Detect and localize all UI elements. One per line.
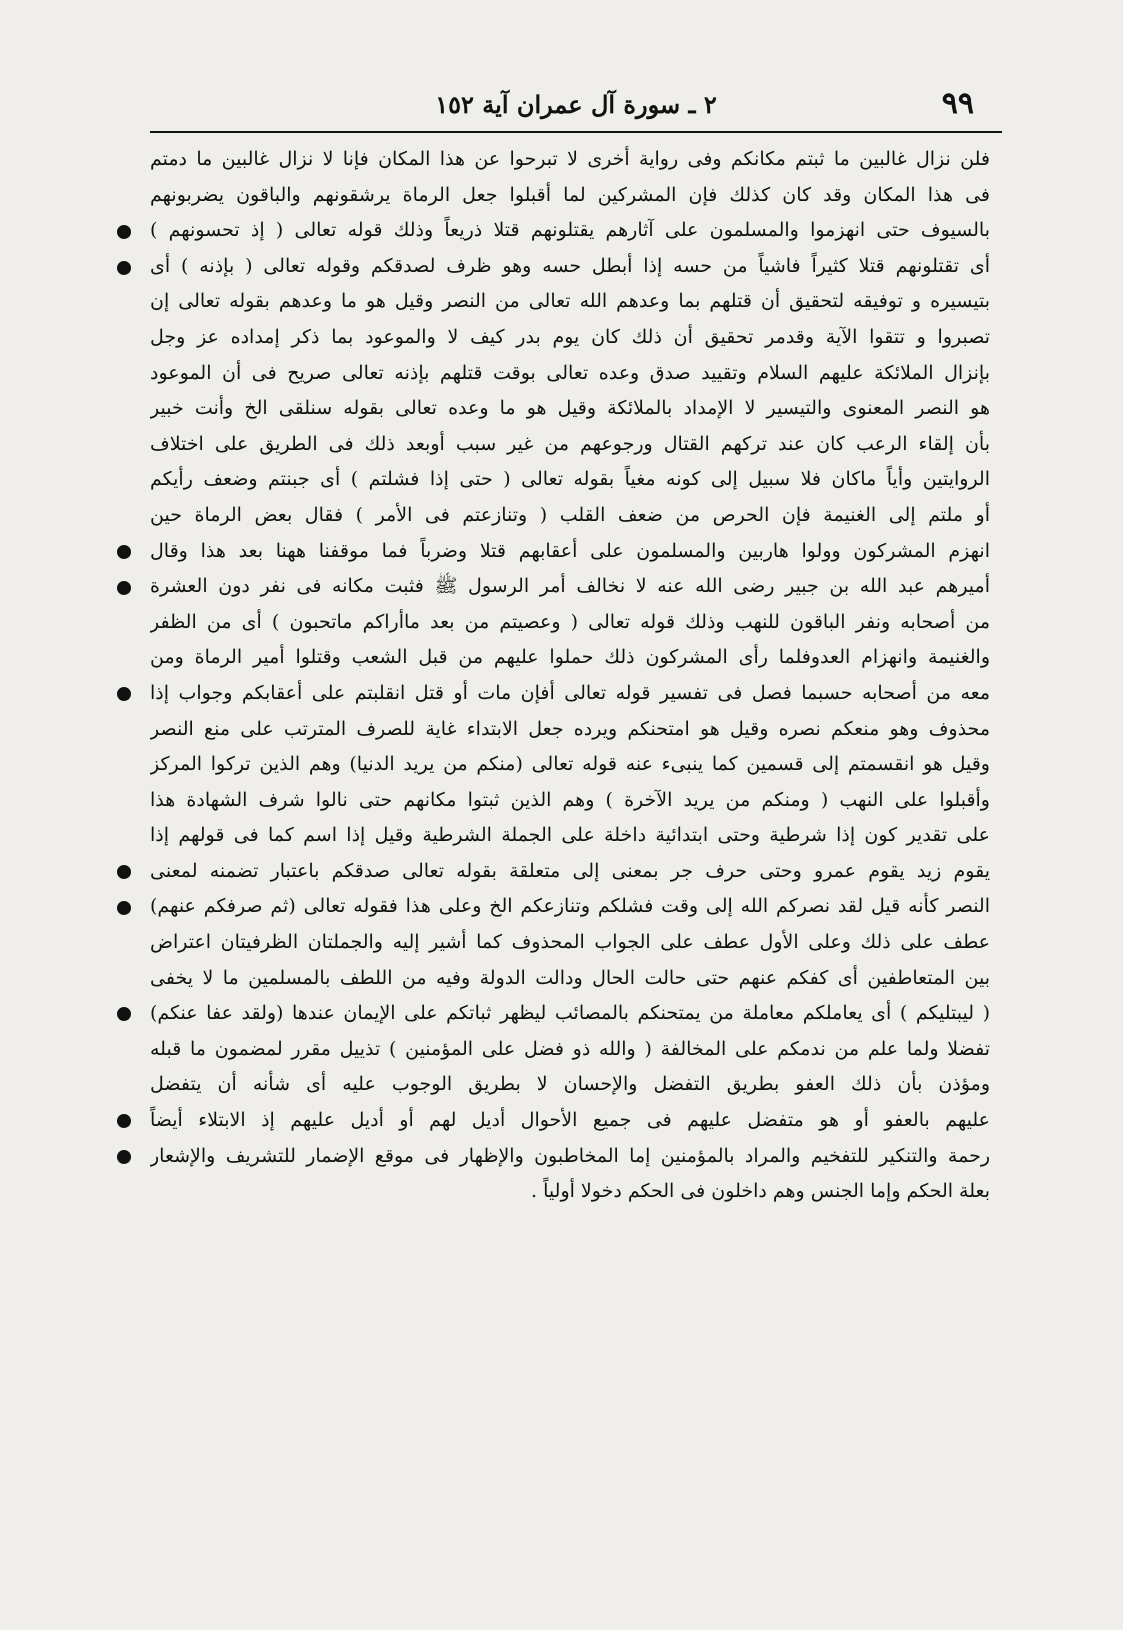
verse-marker-bullet (117, 261, 131, 275)
verse-marker-bullet (117, 1150, 131, 1164)
text-line: تصبروا و تتقوا الآية وقدمر تحقيق أن ذلك كان يوم بدر كيف لا والموعود بما ذكر إمداده عز وجل (150, 325, 990, 348)
text-line: بالسيوف حتى انهزموا والمسلمون على آثارهم يقتلونهم قتلا ذريعاً وذلك قوله تعالى ( إذ تحسونهم ) (150, 219, 990, 242)
text-line: فى هذا المكان وقد كان كذلك فإن المشركين لما أقبلوا جعل الرماة يرشقونهم والباقون يضربونهم (150, 183, 990, 206)
text-line: انهزم المشركون وولوا هاربين والمسلمون على أعقابهم قتلا وضرباً فما موقفنا ههنا بعد هذا وقال (150, 539, 990, 562)
text-line: أى تقتلونهم قتلا كثيراً فاشياً من حسه إذا أبطل حسه وهو ظرف لصدقكم وقوله تعالى ( بإذنه ) أى (150, 254, 990, 277)
verse-marker-bullet (117, 1114, 131, 1128)
text-line: والغنيمة وانهزام العدوفلما رأى المشركون ذلك حملوا عليهم من قبل الشعب وقتلوا أمير الرماة ومن (150, 646, 990, 669)
running-title: ٢ ـ سورة آل عمران آية ١٥٢ (435, 90, 717, 119)
text-line: يقوم زيد يقوم عمرو وحتى حرف جر بمعنى إلى متعلقة بقوله تعالى صدقكم باعتبار تضمنه لمعنى (150, 859, 990, 882)
verse-marker-bullet (117, 1007, 131, 1021)
text-line: هو النصر المعنوى والتيسير لا الإمداد بالملائكة وقيل هو ما وعده تعالى بقوله سنلقى الخ وأنت خبير (150, 397, 990, 420)
text-line: أميرهم عبد الله بن جبير رضى الله عنه لا نخالف أمر الرسول ﷺ فثبت مكانه فى نفر دون العشرة (150, 575, 990, 598)
text-line: عليهم بالعفو أو هو متفضل عليهم فى جميع الأحوال أديل لهم أو أديل عليهم إذ الابتلاء أيضاً (150, 1109, 990, 1132)
text-line: النصر كأنه قيل لقد نصركم الله إلى وقت فشلكم وتنازعكم الخ وعلى هذا فقوله تعالى (ثم صرفكم عنهم) (150, 895, 990, 918)
text-line: ( ليبتليكم ) أى يعاملكم معاملة من يمتحنكم بالمصائب ليظهر ثباتكم على الإيمان عندها (ولقد عفا عنكم) (150, 1002, 990, 1025)
text-line: معه من أصحابه حسبما فصل فى تفسير قوله تعالى أفإن مات أو قتل انقلبتم على أعقابكم وجواب إذا (150, 681, 990, 704)
header-rule (150, 131, 1002, 133)
verse-marker-bullet (117, 545, 131, 559)
text-line: بتيسيره و توفيقه لتحقيق أن قتلهم بما وعدهم الله تعالى من النصر وقيل هو ما وعدهم بقوله تعالى إن (150, 290, 990, 313)
verse-marker-bullet (117, 225, 131, 239)
text-line: بين المتعاطفين أى كفكم عنهم حتى حالت الحال ودالت الدولة وفيه من اللطف بالمسلمين ما لا يخفى (150, 966, 990, 989)
text-line: بإنزال الملائكة عليهم السلام وتقييد صدق وعده تعالى بوقت قتلهم بإذنه تعالى صريح فى أن الموعود (150, 361, 990, 384)
text-line: رحمة والتنكير للتفخيم والمراد بالمؤمنين إما المخاطبون والإظهار فى موقع الإضمار للتشريف والإشعار (150, 1144, 990, 1167)
commentary-text (150, 142, 990, 1210)
text-line: محذوف وهو منعكم نصره وقيل هو امتحنكم ويرده جعل الابتداء غاية للصرف المترتب على منع النصر (150, 717, 990, 740)
text-line: بعلة الحكم وإما الجنس وهم داخلون فى الحكم دخولا أولياً . (531, 1180, 990, 1203)
text-line: عطف على ذلك وعلى الأول عطف على الجواب المحذوف كما أشير إليه والجملتان الظرفيتان اعتراض (150, 931, 990, 954)
text-line: فلن نزال غالبين ما ثبتم مكانكم وفى رواية أخرى لا تبرحوا عن هذا المكان فإنا لا نزال غالبين ما دمتم (150, 148, 990, 170)
text-line: أو ملتم إلى الغنيمة فإن الحرص من ضعف القلب ( وتنازعتم فى الأمر ) فقال بعض الرماة حين (150, 503, 990, 526)
text-line: ومؤذن بأن ذلك العفو بطريق التفضل والإحسان لا بطريق الوجوب عليه أى شأنه أن يتفضل (150, 1073, 990, 1096)
page-number: ٩٩ (941, 86, 974, 121)
verse-marker-bullet (117, 581, 131, 595)
page-header (150, 86, 1002, 128)
text-line: على تقدير كون إذا شرطية وحتى ابتدائية داخلة على الجملة الشرطية وقيل إذا اسم كما فى قولهم إذا (150, 824, 990, 847)
text-line: وأقبلوا على النهب ( ومنكم من يريد الآخرة ) وهم الذين ثبتوا مكانهم حتى نالوا شرف الشهادة هذا (150, 788, 990, 811)
text-line: الروايتين وأياً ماكان فلا سبيل إلى كونه مغياً بقوله تعالى ( حتى إذا فشلتم ) أى جبنتم وضعف رأيكم (150, 468, 990, 491)
verse-marker-bullet (117, 901, 131, 915)
verse-marker-bullet (117, 865, 131, 879)
text-line: بأن إلقاء الرعب كان عند تركهم القتال ورجوعهم من غير سبب أوبعد ذلك فى الطريق على اختلاف (150, 432, 990, 455)
verse-marker-bullet (117, 687, 131, 701)
text-line: من أصحابه ونفر الباقون للنهب وذلك قوله تعالى ( وعصيتم من بعد ماأراكم ماتحبون ) أى من الظفر (150, 610, 990, 633)
text-line: وقيل هو انقسمتم إلى قسمين كما ينبىء عنه قوله تعالى (منكم من يريد الدنيا) وهم الذين تركوا المركز (150, 753, 990, 776)
text-line: تفضلا ولما علم من ندمكم على المخالفة ( والله ذو فضل على المؤمنين ) تذييل مقرر لمضمون ما قبله (150, 1037, 990, 1060)
